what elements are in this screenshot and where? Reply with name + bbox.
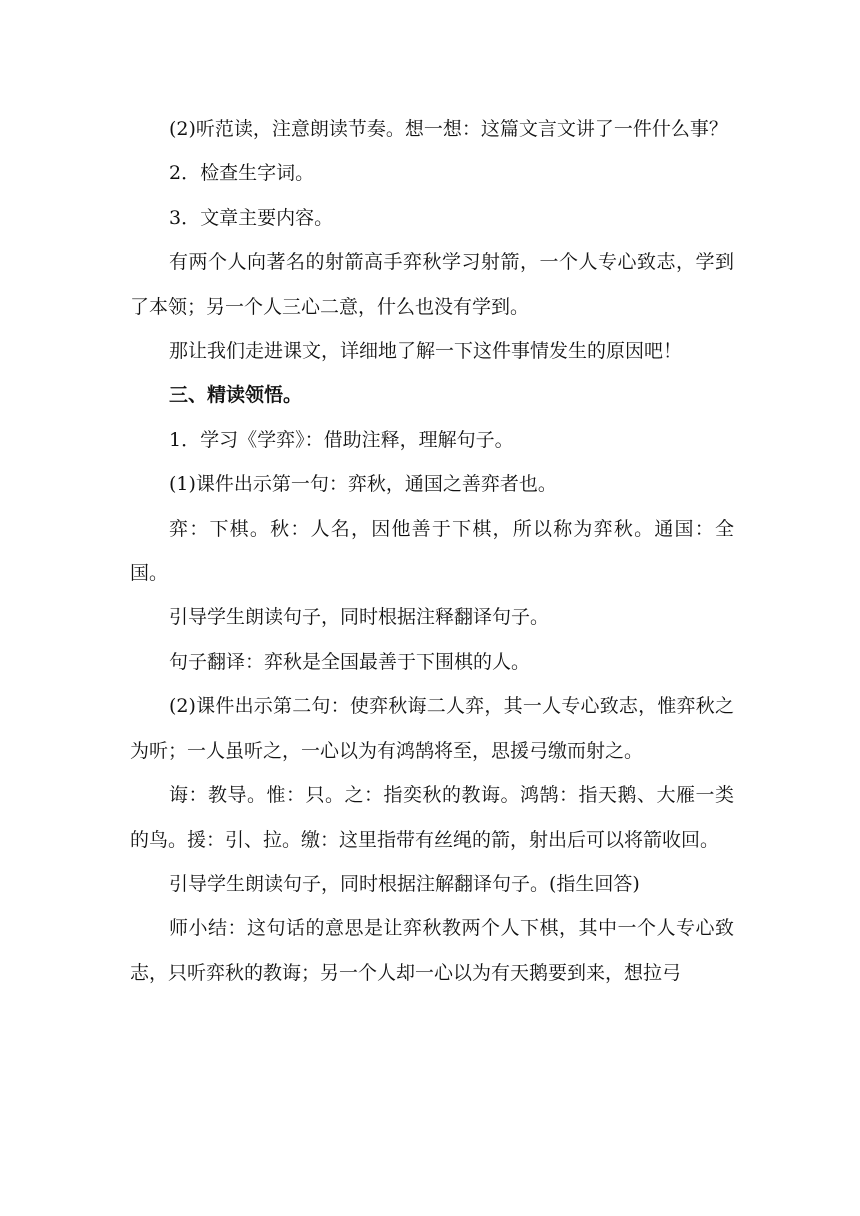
paragraph-listen-reading: (2)听范读，注意朗读节奏。想一想：这篇文言文讲了一件什么事？ [169,118,728,140]
paragraph-teacher-summary: 师小结：这句话的意思是让弈秋教两个人下棋，其中一个人专心致志，只听弈秋的教诲；另一个人却一心以为有天鹅要到来，想拉弓 [130,917,734,984]
paragraph-guide-reading-1: 引导学生朗读句子，同时根据注释翻译句子。 [169,606,550,629]
paragraph-main-content-summary: 有两个人向著名的射箭高手弈秋学习射箭，一个人专心致志，学到了本领；另一个人三心二意，什么也没有学到。 [130,251,734,318]
paragraph-main-content-heading: 3．文章主要内容。 [169,206,334,229]
paragraph-second-notes: 诲：教导。惟：只。之：指奕秋的教诲。鸿鹄：指天鹅、大雁一类的鸟。援：引、拉。缴：这里指带有丝绳的箭，射出后可以将箭收回。 [130,784,734,851]
paragraph-first-notes: 弈：下棋。秋：人名，因他善于下棋，所以称为弈秋。通国：全国。 [130,517,734,585]
section-heading-close-reading: 三、精读领悟。 [169,384,303,407]
paragraph-second-sentence: (2)课件出示第二句：使弈秋诲二人弈，其一人专心致志，惟弈秋之为听；一人虽听之，一心以为有鸿鹄将至，思援弓缴而射之。 [130,695,734,762]
paragraph-check-words: 2．检查生字词。 [169,162,315,185]
paragraph-study-xueyi: 1．学习《学弈》：借助注释，理解句子。 [169,428,514,451]
paragraph-guide-reading-2: 引导学生朗读句子，同时根据注解翻译句子。(指生回答) [169,872,640,895]
paragraph-transition: 那让我们走进课文，详细地了解一下这件事情发生的原因吧！ [169,340,683,363]
document-body [130,107,734,995]
paragraph-translation-1: 句子翻译：弈秋是全国最善于下围棋的人。 [169,650,531,673]
paragraph-first-sentence: (1)课件出示第一句：弈秋，通国之善弈者也。 [169,473,557,496]
